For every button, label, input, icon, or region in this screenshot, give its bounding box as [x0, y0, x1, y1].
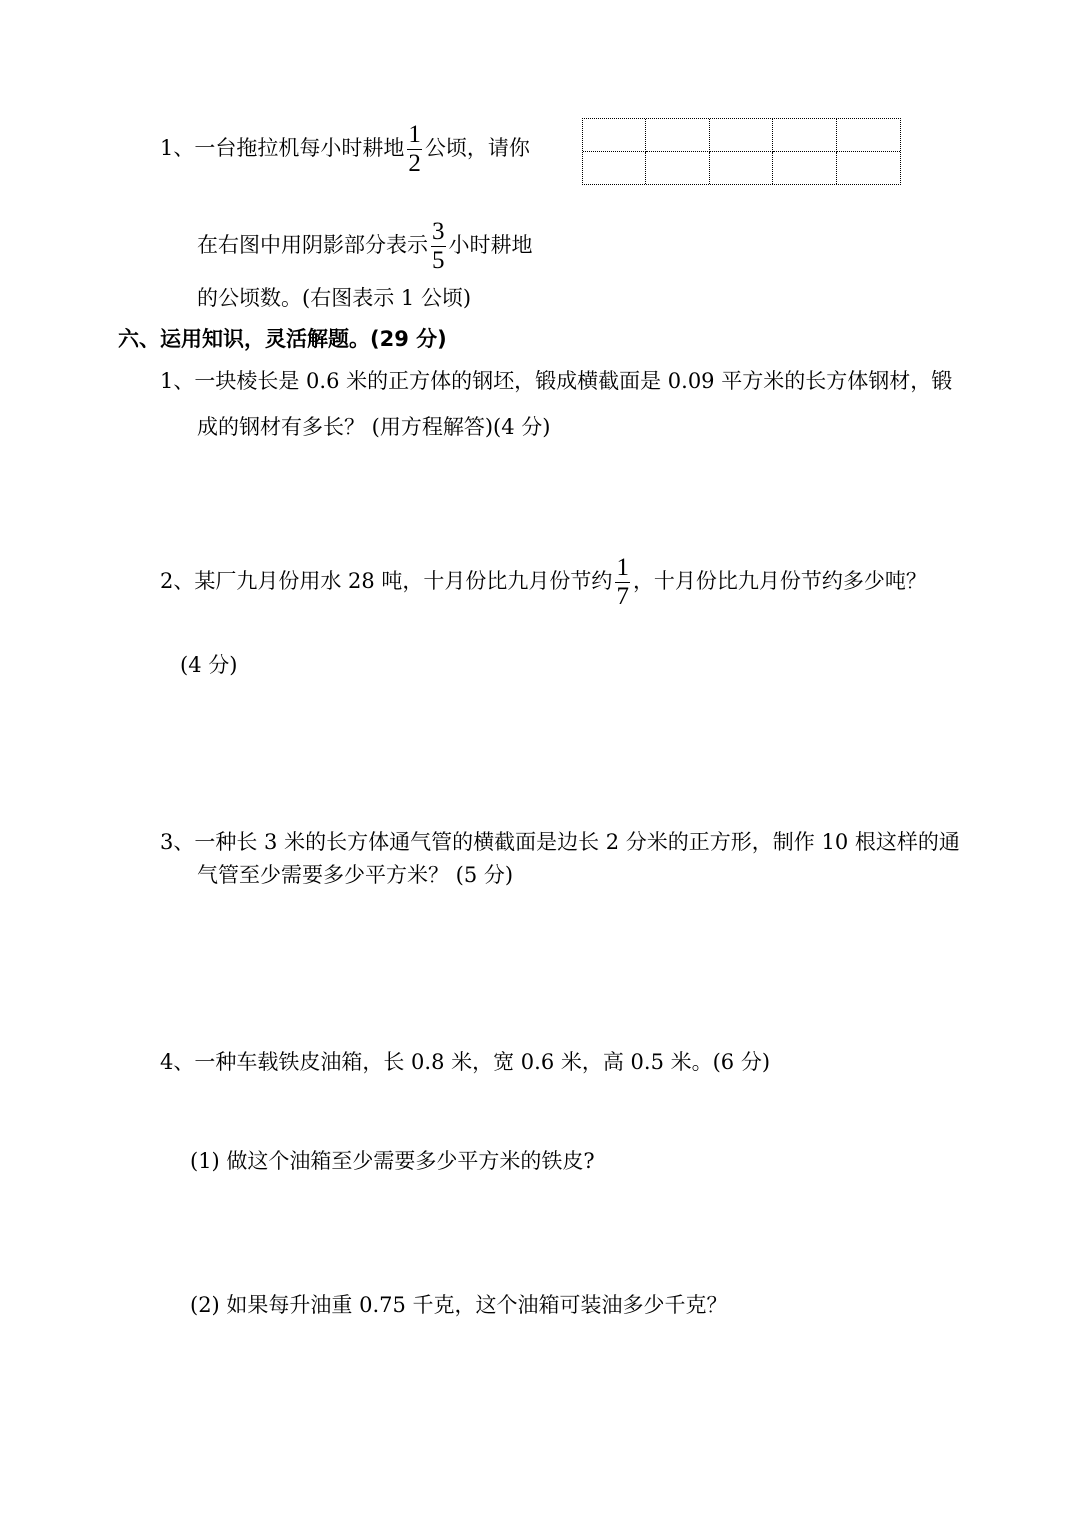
fraction-denominator: 5	[432, 247, 445, 274]
q5-1-line1-pre: 1、一台拖拉机每小时耕地	[160, 136, 405, 160]
grid-cell[interactable]	[646, 119, 709, 152]
q6-3-line1: 3、一种长 3 米的长方体通气管的横截面是边长 2 分米的正方形，制作 10 根这样的通	[160, 830, 960, 854]
q6-2-line1-post: ，十月份比九月份节约多少吨？	[632, 569, 927, 593]
q5-1-line1	[160, 122, 530, 177]
fraction-numerator: 1	[408, 121, 421, 148]
q6-1-line1: 1、一块棱长是 0.6 米的正方体的钢坯，锻成横截面是 0.09 平方米的长方体钢材，锻	[160, 369, 953, 393]
fraction-denominator: 2	[408, 150, 421, 177]
q6-4-sub1: (1) 做这个油箱至少需要多少平方米的铁皮?	[190, 1149, 595, 1173]
q6-4-line1: 4、一种车载铁皮油箱，长 0.8 米，宽 0.6 米，高 0.5 米。(6 分)	[160, 1050, 771, 1074]
fraction-denominator: 7	[616, 583, 629, 610]
hectare-grid[interactable]	[582, 118, 901, 185]
section6-heading: 六、运用知识，灵活解题。(29 分)	[118, 327, 447, 351]
fraction-numerator: 1	[616, 554, 629, 581]
grid-cell[interactable]	[583, 152, 646, 185]
grid-cell[interactable]	[583, 119, 646, 152]
grid-cell[interactable]	[837, 119, 900, 152]
q5-1-line1-post: 公顷，请你	[424, 136, 530, 160]
q6-2-line1-pre: 2、某厂九月份用水 28 吨，十月份比九月份节约	[160, 569, 613, 593]
fraction-one-half	[407, 122, 422, 177]
q5-1-line2	[197, 219, 533, 274]
q6-3-line2: 气管至少需要多少平方米？ (5 分)	[197, 863, 514, 887]
grid-cell[interactable]	[710, 152, 773, 185]
q6-2-line2: (4 分)	[180, 653, 238, 677]
q5-1-line2-post: 小时耕地	[448, 233, 533, 257]
q5-1-line3: 的公顷数。(右图表示 1 公顷)	[197, 286, 472, 310]
q6-1-line2: 成的钢材有多长？ (用方程解答)(4 分)	[197, 415, 551, 439]
q6-4-sub2: (2) 如果每升油重 0.75 千克，这个油箱可装油多少千克？	[190, 1293, 728, 1317]
q6-2-line1	[160, 555, 927, 610]
fraction-one-seventh	[615, 555, 630, 610]
fraction-three-fifths	[431, 219, 446, 274]
fraction-numerator: 3	[432, 218, 445, 245]
grid-cell[interactable]	[773, 119, 836, 152]
grid-cell[interactable]	[646, 152, 709, 185]
q5-1-line2-pre: 在右图中用阴影部分表示	[197, 233, 428, 257]
grid-cell[interactable]	[773, 152, 836, 185]
grid-cell[interactable]	[710, 119, 773, 152]
grid-cell[interactable]	[837, 152, 900, 185]
